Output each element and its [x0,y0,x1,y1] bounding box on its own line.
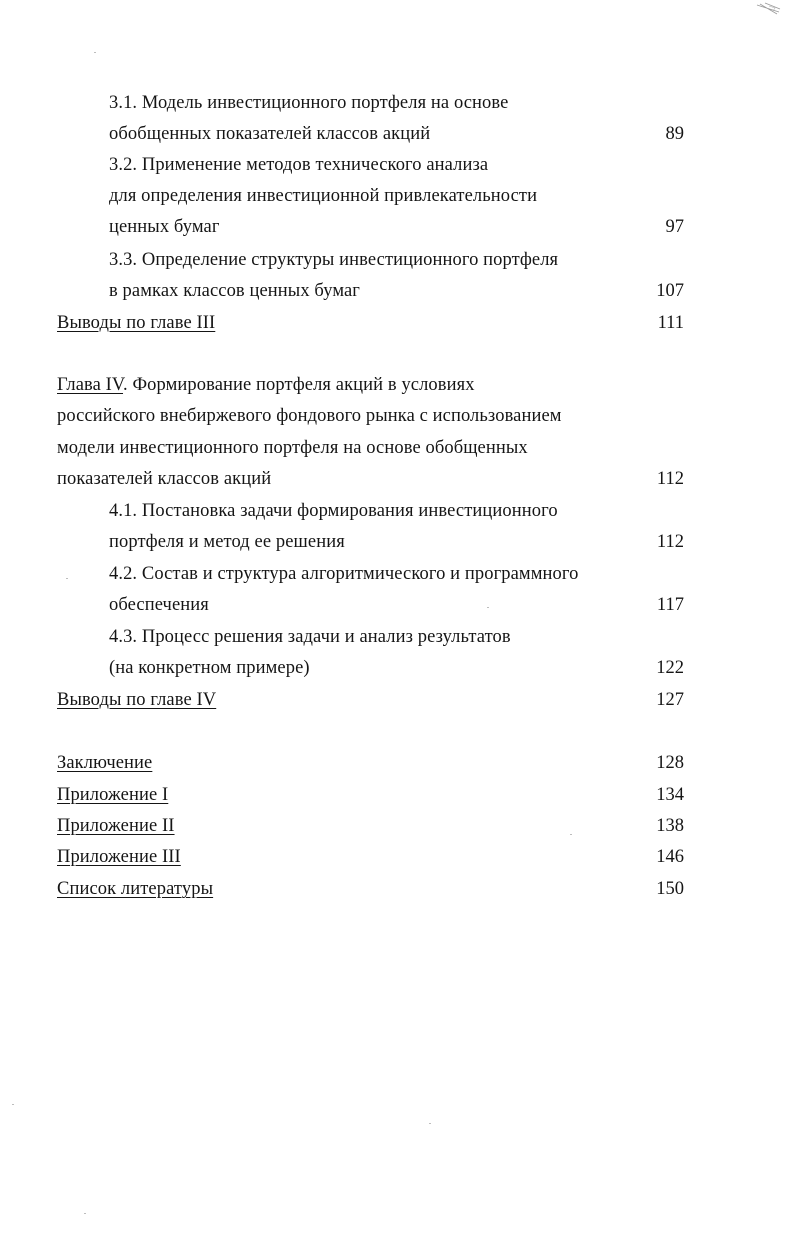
toc-entry-4-1-line2: портфеля и метод ее решения [109,532,345,552]
toc-link-chapter-4[interactable]: Глава IV [57,375,124,395]
toc-entry-3-2-page: 97 [665,217,684,237]
toc-chapter-4-page: 112 [656,469,684,489]
toc-link-conclusions-ch3[interactable]: Выводы по главе III [57,313,216,333]
toc-link-conclusion[interactable]: Заключение [57,753,153,773]
toc-link-references[interactable]: Список литературы [57,879,214,899]
toc-chapter-4-line1 [57,374,475,396]
toc-entry-3-2-line2: для определения инвестиционной привлекательности [109,186,538,206]
toc-chapter-4-line2: российского внебиржевого фондового рынка с использованием [57,406,562,426]
toc-entry-4-1-page: 112 [656,532,684,552]
toc-conclusion-page: 128 [656,753,684,773]
toc-entry-4-2-line2: обеспечения [109,595,209,615]
toc-appendix-2-page: 138 [656,816,684,836]
toc-link-appendix-1[interactable]: Приложение I [57,785,169,805]
toc-entry-4-3-line2: (на конкретном примере) [109,658,310,678]
scan-artifact-icon [755,2,781,16]
toc-entry-3-3-line2: в рамках классов ценных бумаг [109,281,360,301]
scan-speck [429,1123,431,1124]
toc-entry-4-3-line1: 4.3. Процесс решения задачи и анализ результатов [109,627,511,647]
toc-entry-4-1-line1: 4.1. Постановка задачи формирования инвестиционного [109,501,558,521]
toc-entry-4-3-page: 122 [656,658,684,678]
toc-entry-4-2-page: 117 [656,595,684,615]
scan-speck [487,607,489,608]
scan-speck [94,52,96,53]
toc-appendix-1-page: 134 [656,785,684,805]
toc-appendix-3-page: 146 [656,847,684,867]
toc-link-appendix-3[interactable]: Приложение III [57,847,181,867]
toc-entry-4-2-line1: 4.2. Состав и структура алгоритмического и программного [109,564,579,584]
toc-conclusions-ch3-page: 111 [657,313,684,333]
toc-chapter-4-title-start: . Формирование портфеля акций в условиях [123,375,475,395]
toc-link-appendix-2[interactable]: Приложение II [57,816,175,836]
scan-speck [84,1213,86,1214]
toc-entry-3-3-page: 107 [656,281,684,301]
toc-entry-3-1-page: 89 [665,124,684,144]
toc-chapter-4-line3: модели инвестиционного портфеля на основе обобщенных [57,438,528,458]
toc-chapter-4-line4: показателей классов акций [57,469,272,489]
scan-speck [66,578,68,579]
toc-entry-3-1-line2: обобщенных показателей классов акций [109,124,431,144]
toc-entry-3-2-line3: ценных бумаг [109,217,220,237]
toc-references-page: 150 [656,879,684,899]
scan-speck [12,1104,14,1105]
toc-entry-3-2-line1: 3.2. Применение методов технического анализа [109,155,489,175]
toc-entry-3-1-line1: 3.1. Модель инвестиционного портфеля на основе [109,93,509,113]
scan-speck [570,834,572,835]
toc-entry-3-3-line1: 3.3. Определение структуры инвестиционного портфеля [109,250,559,270]
toc-conclusions-ch4-page: 127 [656,690,684,710]
toc-link-conclusions-ch4[interactable]: Выводы по главе IV [57,690,217,710]
